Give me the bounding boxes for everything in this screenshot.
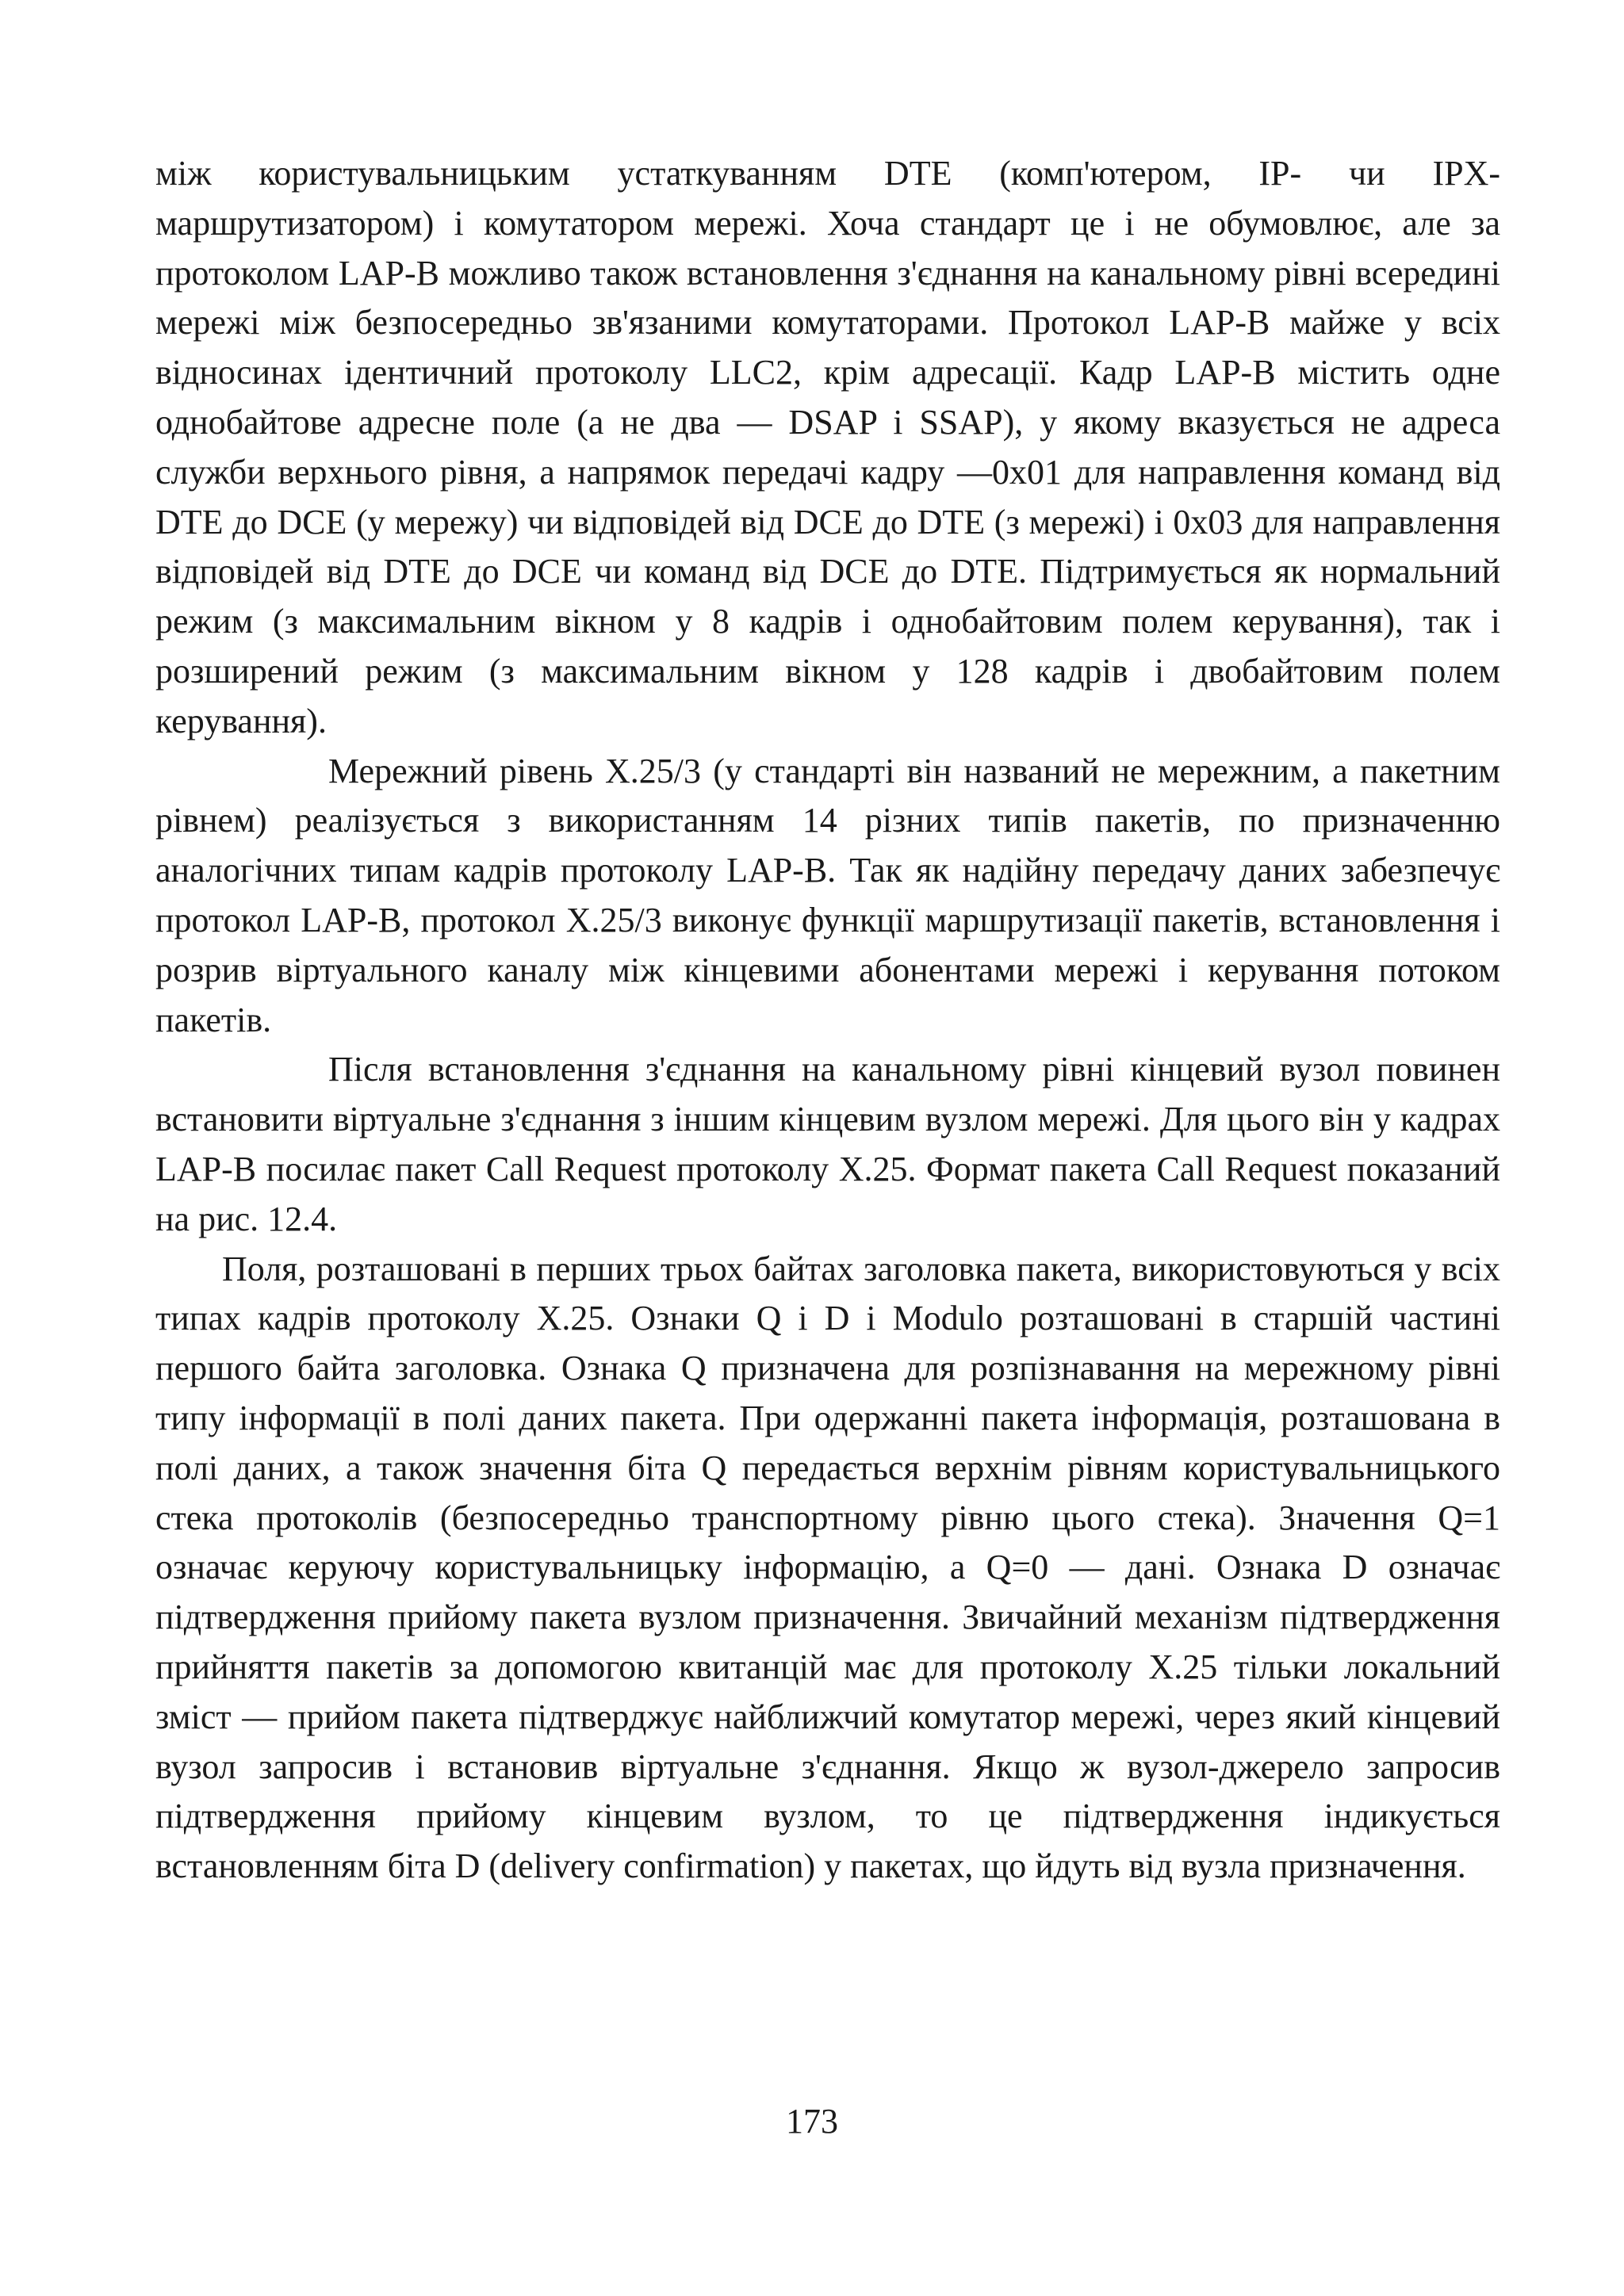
page-number: 173 [786, 2102, 838, 2141]
paragraph-lapb: між користувальницьким устаткуванням DTE (комп'ютером, IP- чи IPX-маршрутизатором) і комутатором мережі. Хоча стандарт це і не обумовлює, але за протоколом LAP-B можливо також встановлення з'єднання на канальному рівні всередині мережі між безпосередньо зв'язаними комутаторами. Протокол LAP-B майже у всіх відносинах ідентичний протоколу LLC2, крім адресації. Кадр LAP-B містить одне однобайтове адресне поле (а не два — DSAP і SSAP), у якому вказується не адреса служби верхнього рівня, а напрямок передачі кадру —0x01 для направлення команд від DTE до DCE (у мережу) чи відповідей від DCE до DTE (з мережі) і 0x03 для направлення відповідей від DTE до DCE чи команд від DCE до DTE. Підтримується як нормальний режим (з максимальним вікном у 8 кадрів і однобайтовим полем керування), так і розширений режим (з максимальним вікном у 128 кадрів і двобайтовим полем керування). [155, 154, 1500, 740]
paragraph-header-fields: Поля, розташовані в перших трьох байтах заголовка пакета, використовуються у всіх типах кадрів протоколу X.25. Ознаки Q і D і Modulo розташовані в старшій частині першого байта заголовка. Ознака Q призначена для розпізнавання на мережному рівні типу інформації в полі даних пакета. При одержанні пакета інформація, розташована в полі даних, а також значення біта Q передається верхнім рівням користувальницького стека протоколів (безпосередньо транспортному рівню цього стека). Значення Q=1 означає керуючу користувальницьку інформацію, а Q=0 — дані. Ознака D означає підтвердження прийому пакета вузлом призначення. Звичайний механізм підтвердження прийняття пакетів за допомогою квитанцій має для протоколу X.25 тільки локальний зміст — прийом пакета підтверджує найближчий комутатор мережі, через який кінцевий вузол запросив і встановив віртуальне з'єднання. Якщо ж вузол-джерело запросив підтвердження прийому кінцевим вузлом, то це підтвердження індикується встановленням біта D (delivery confirmation) у пакетах, що йдуть від вузла призначення. [155, 1249, 1500, 1886]
body-text [155, 149, 1500, 1892]
paragraph-call-request: Після встановлення з'єднання на канальному рівні кінцевий вузол повинен встановити віртуальне з'єднання з іншим кінцевим вузлом мережі. Для цього він у кадрах LAP-B посилає пакет Call Request протоколу X.25. Формат пакета Call Request показаний на рис. 12.4. [155, 1050, 1500, 1238]
paragraph-network-layer: Мережний рівень X.25/3 (у стандарті він названий не мережним, а пакетним рівнем) реалізується з використанням 14 різних типів пакетів, по призначенню аналогічних типам кадрів протоколу LAP-B. Так як надійну передачу даних забезпечує протокол LAP-B, протокол X.25/3 виконує функції маршрутизації пакетів, встановлення і розрив віртуального каналу між кінцевими абонентами мережі і керування потоком пакетів. [155, 751, 1500, 1039]
